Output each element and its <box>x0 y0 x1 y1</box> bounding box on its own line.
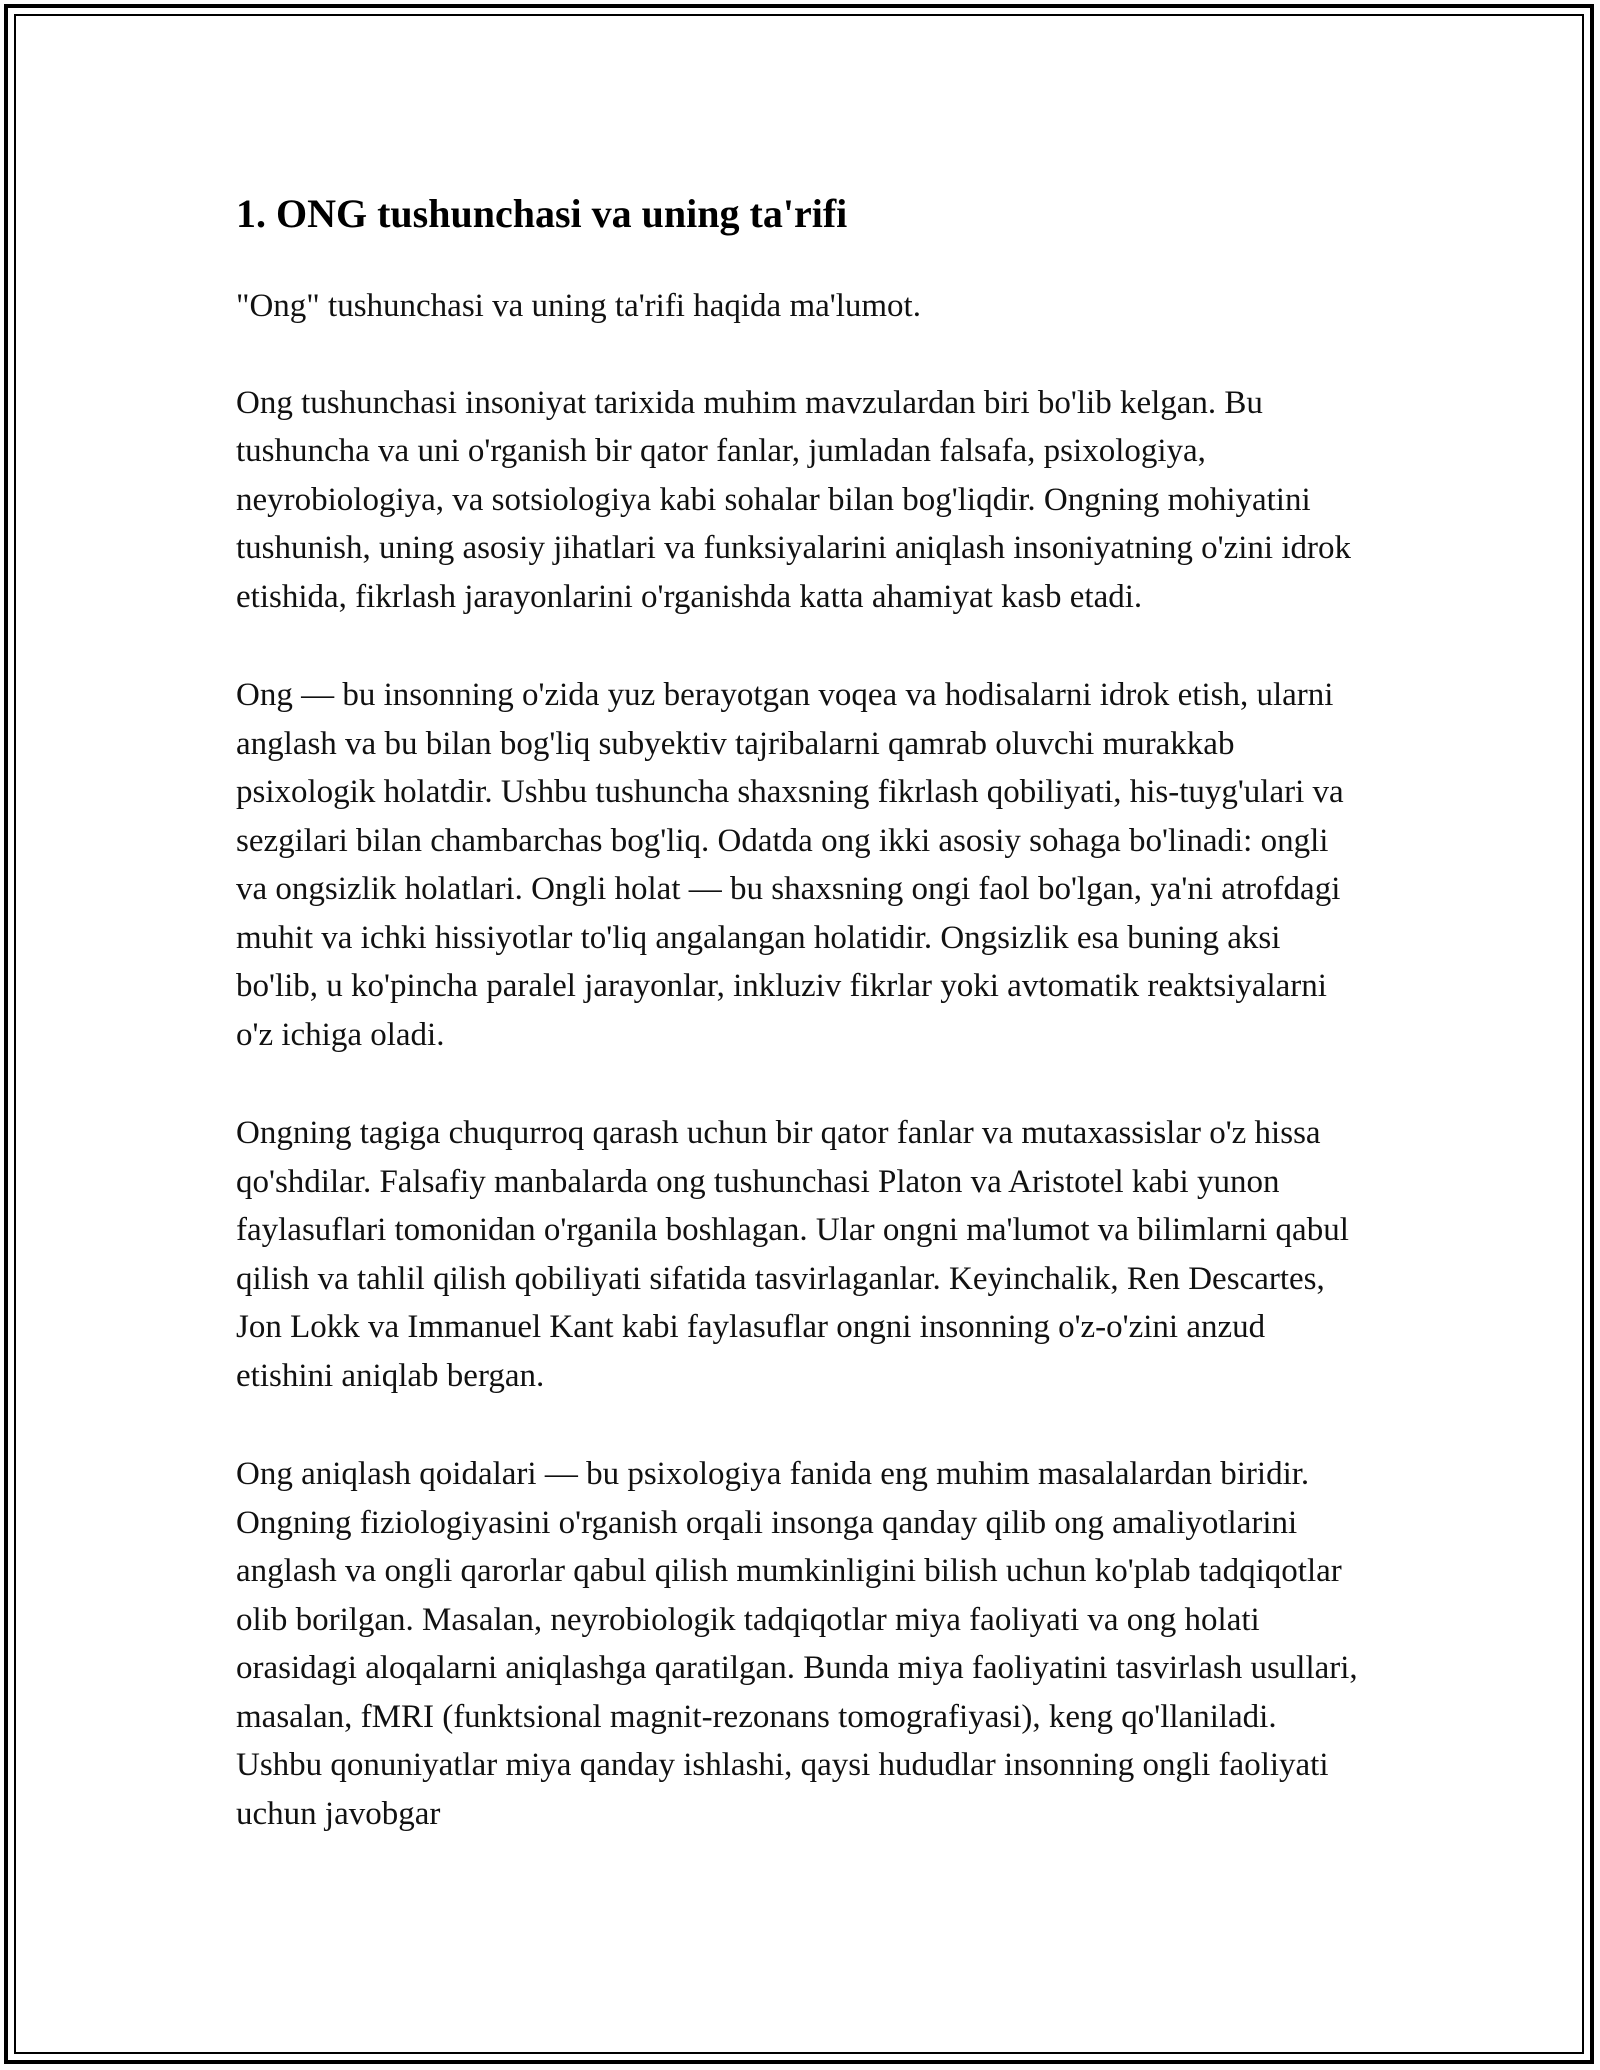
paragraph-4: Ong aniqlash qoidalari — bu psixologiya fanida eng muhim masalalardan biridir. Ongning fiziologiyasini o'rganish orqali insonga qanday qilib ong amaliyotlarini anglash va ongli qarorlar qabul qilish mumkinligini bilish uchun ko'plab tadqiqotlar olib borilgan. Masalan, neyrobiologik tadqiqotlar miya faoliyati va ong holati orasidagi aloqalarni aniqlashga qaratilgan. Bunda miya faoliyatini tasvirlash usullari, masalan, fMRI (funktsional magnit-rezonans tomografiyasi), keng qo'llaniladi. Ushbu qonuniyatlar miya qanday ishlashi, qaysi hududlar insonning ongli faoliyati uchun javobgar <box>236 1456 1358 1832</box>
paragraph-1: Ong tushunchasi insoniyat tarixida muhim mavzulardan biri bo'lib kelgan. Bu tushuncha va uni o'rganish bir qator fanlar, jumladan falsafa, psixologiya, neyrobiologiya, va sotsiologiya kabi sohalar bilan bog'liqdir. Ongning mohiyatini tushunish, uning asosiy jihatlari va funksiyalarini aniqlash insoniyatning o'zini idrok etishida, fikrlash jarayonlarini o'rganishda katta ahamiyat kasb etadi. <box>236 384 1351 615</box>
paragraph-2: Ong — bu insonning o'zida yuz berayotgan voqea va hodisalarni idrok etish, ularni anglash va bu bilan bog'liq subyektiv tajribalarni qamrab oluvchi murakkab psixologik holatdir. Ushbu tushuncha shaxsning fikrlash qobiliyati, his-tuyg'ulari va sezgilari bilan chambarchas bog'liq. Odatda ong ikki asosiy sohaga bo'linadi: ongli va ongsizlik holatlari. Ongli holat — bu shaxsning ongi faol bo'lgan, ya'ni atrofdagi muhit va ichki hissiyotlar to'liq angalangan holatidir. Ongsizlik esa buning aksi bo'lib, u ko'pincha paralel jarayonlar, inkluziv fikrlar yoki avtomatik reaktsiyalarni o'z ichiga oladi. <box>236 677 1344 1053</box>
section-heading: 1. ONG tushunchasi va uning ta'rifi <box>236 191 848 236</box>
intro-paragraph: "Ong" tushunchasi va uning ta'rifi haqida ma'lumot. <box>236 288 921 324</box>
document-body <box>236 186 1366 1888</box>
paragraph-3: Ongning tagiga chuqurroq qarash uchun bir qator fanlar va mutaxassislar o'z hissa qo'shdilar. Falsafiy manbalarda ong tushunchasi Platon va Aristotel kabi yunon faylasuflari tomonidan o'rganila boshlagan. Ular ongni ma'lumot va bilimlarni qabul qilish va tahlil qilish qobiliyati sifatida tasvirlaganlar. Keyinchalik, Ren Descartes, Jon Lokk va Immanuel Kant kabi faylasuflar ongni insonning o'z-o'zini anzud etishini aniqlab bergan. <box>236 1115 1349 1394</box>
